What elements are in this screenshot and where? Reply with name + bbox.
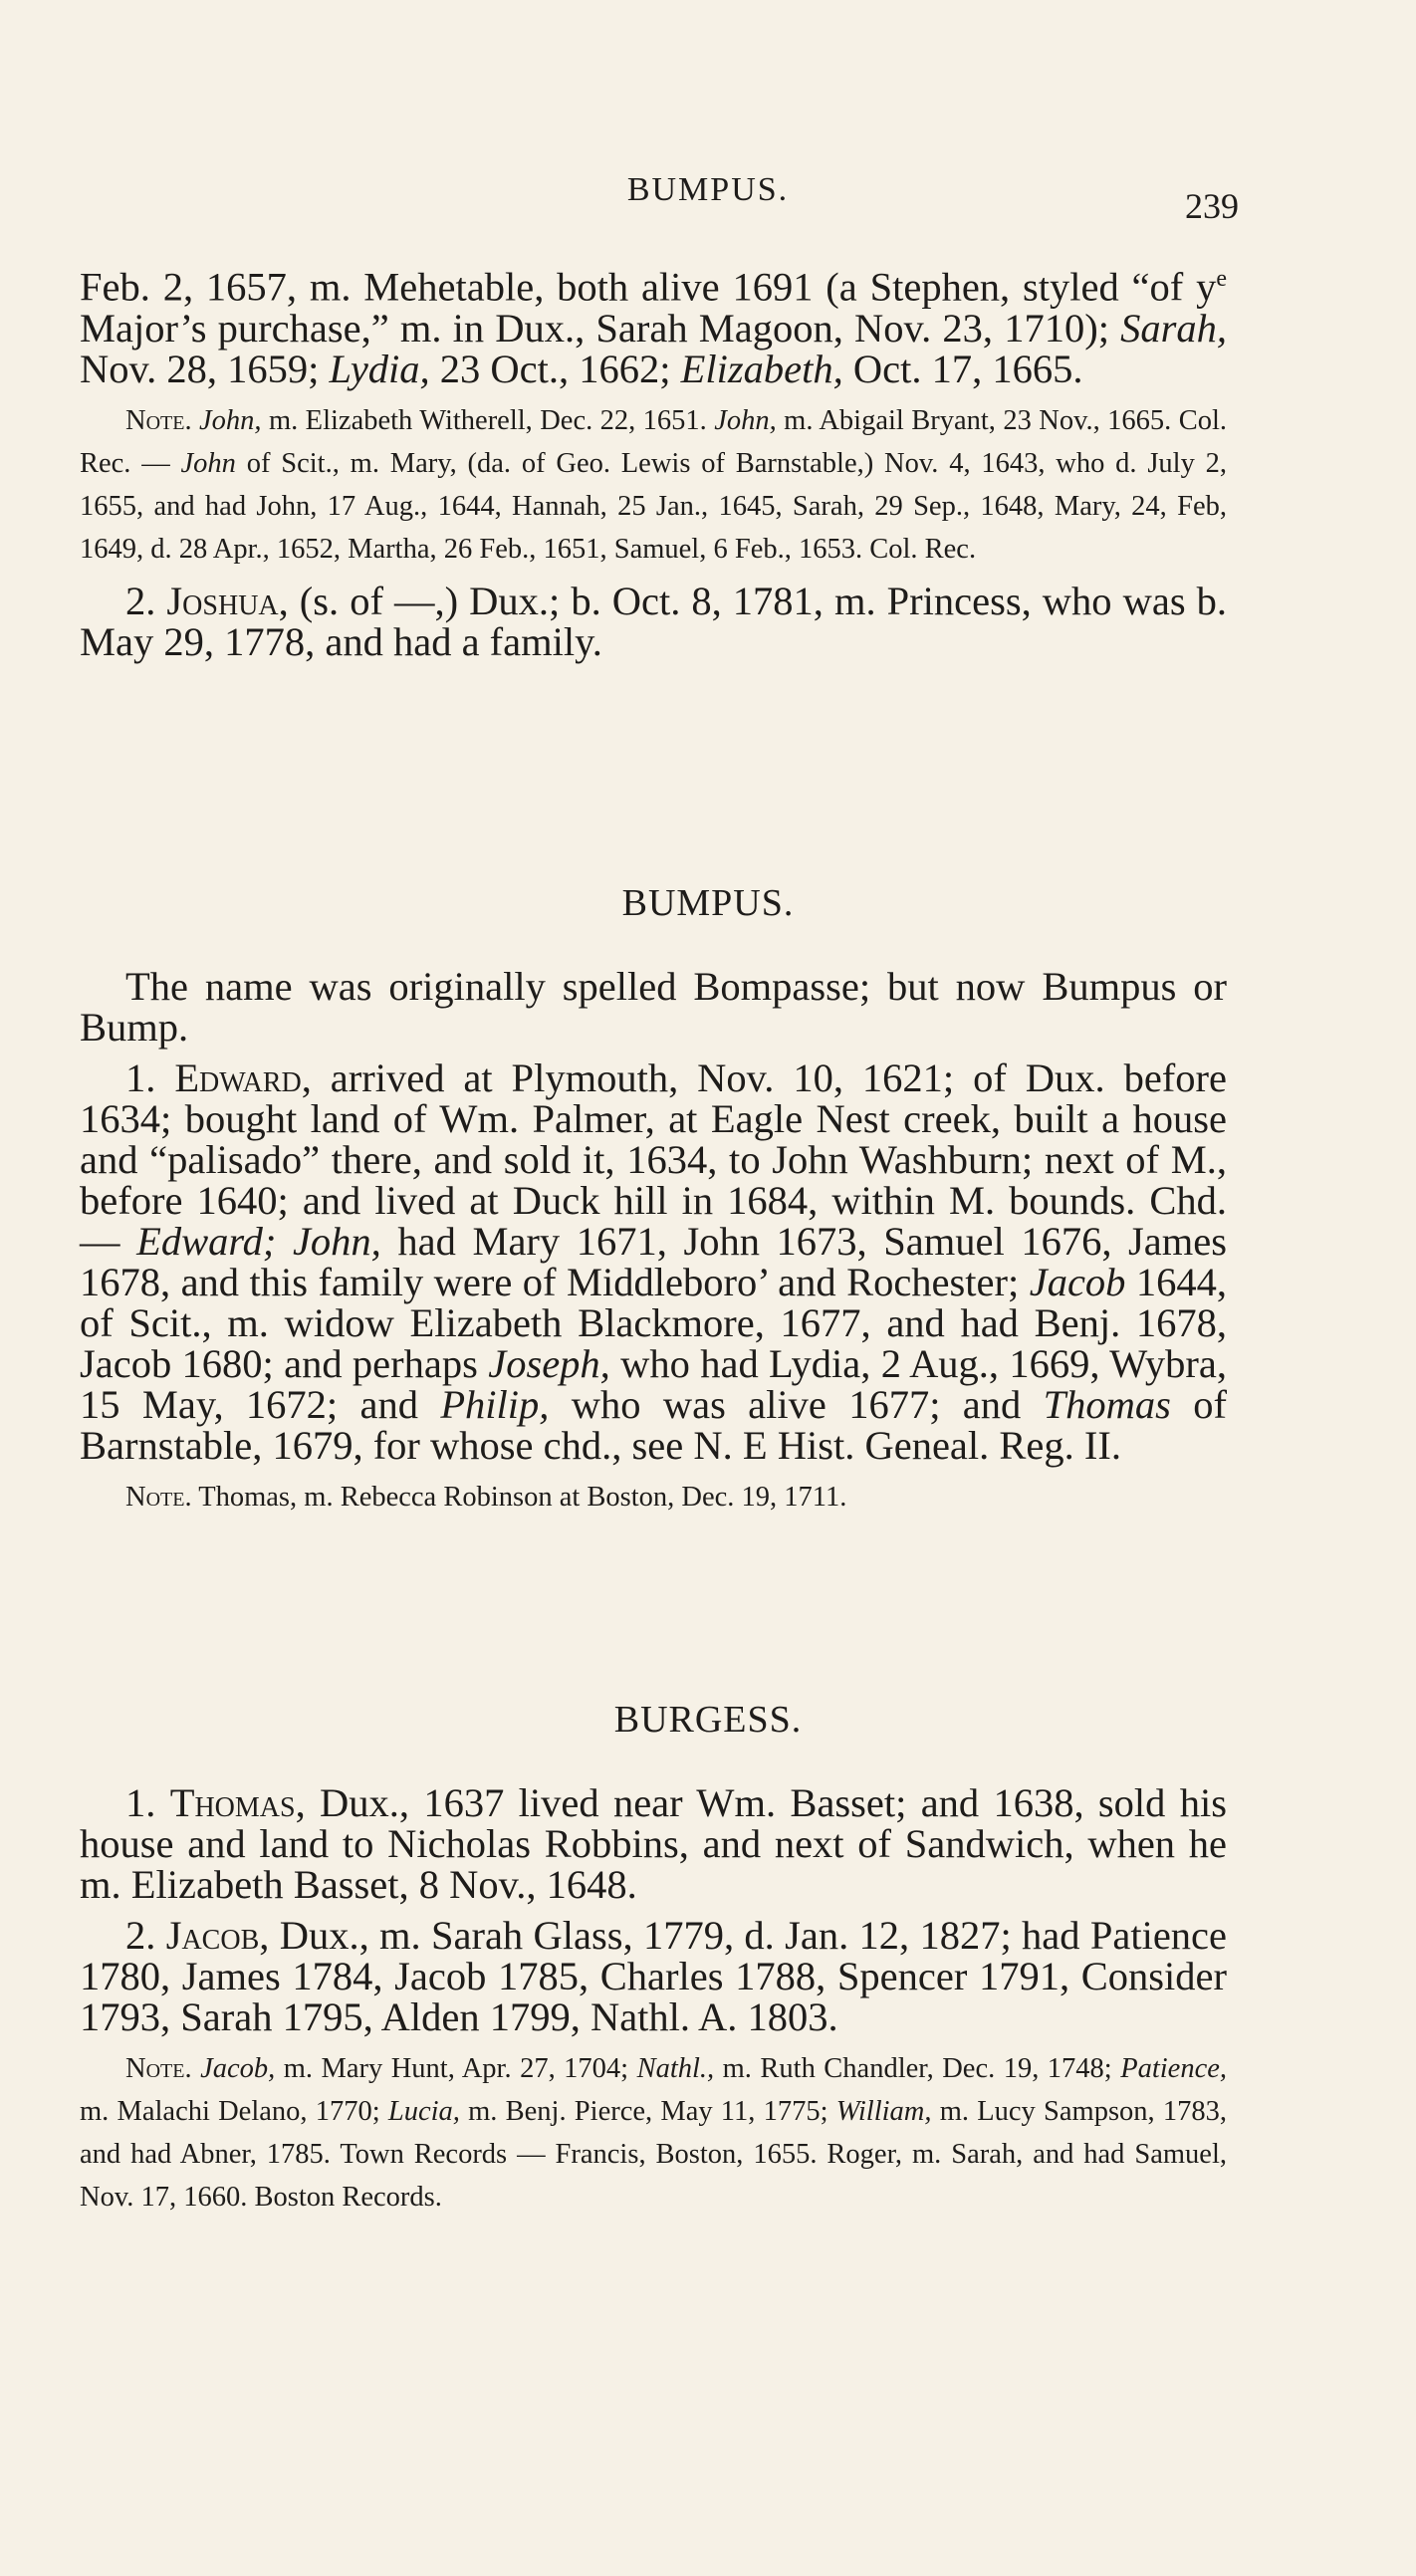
section-title-burgess: BURGESS. (613, 1699, 803, 1741)
entry-thomas: 1. Thomas, Dux., 1637 lived near Wm. Basset; and 1638, sold his house and land to Nicholas Robbins, and next of Sandwich, when he m. Elizabeth Basset, 8 Nov., 1648. (80, 1780, 1228, 1907)
note-label: Note. (125, 2053, 192, 2084)
burgess-block (80, 1782, 1227, 2219)
continuation-block (80, 259, 1227, 662)
entry-jacob: 2. Jacob, Dux., m. Sarah Glass, 1779, d. Jan. 12, 1827; had Patience 1780, James 1784, Jacob 1785, Charles 1788, Spencer 1791, Consider 1793, Sarah 1795, Alden 1799, Nathl. A. 1803. (80, 1913, 1228, 2039)
bumpus-note: Note. Thomas, m. Rebecca Robinson at Boston, Dec. 19, 1711. (125, 1482, 847, 1513)
page-number: 239 (1185, 186, 1239, 226)
entry-edward: 1. Edward, arrived at Plymouth, Nov. 10, 1621; of Dux. before 1634; bought land of Wm. Palmer, at Eagle Nest creek, built a house and “palisado” there, and sold it, 1634, to John Washburn; next of M., before 1640; and lived at Duck hill in 1684, within M. bounds. Chd. — Edward; John, had Mary 1671, John 1673, Samuel 1676, James 1678, and this family were of Middleboro’ and Rochester; Jacob 1644, of Scit., m. widow Elizabeth Blackmore, 1677, and had Benj. 1678, Jacob 1680; and perhaps Joseph, who had Lydia, 2 Aug., 1669, Wybra, 15 May, 1672; and Philip, who was alive 1677; and Thomas of Barnstable, 1679, for whose chd., see N. E Hist. Geneal. Reg. II. (80, 1055, 1228, 1468)
section-title-bumpus: BUMPUS. (621, 882, 795, 924)
continuation-note: Note. John, m. Elizabeth Witherell, Dec. 22, 1651. John, m. Abigail Bryant, 23 Nov., 1665. Col. Rec. — John of Scit., m. Mary, (da. of Geo. Lewis of Barnstable,) Nov. 4, 1643, who d. July 2, 1655, and had John, 17 Aug., 1644, Hannah, 25 Jan., 1645, Sarah, 29 Sep., 1648, Mary, 24, Feb, 1649, d. 28 Apr., 1652, Martha, 26 Feb., 1651, Samuel, 6 Feb., 1653. Col. Rec. (80, 404, 1228, 565)
note-label: Note. (125, 1482, 192, 1513)
running-head (0, 171, 1416, 226)
continuation-paragraph: Feb. 2, 1657, m. Mehetable, both alive 1691 (a Stephen, styled “of $y^e$ Major’s purchase,” m. in Dux., Sarah Magoon, Nov. 23, 1710); Sarah, Nov. 28, 1659; Lydia, 23 Oct., 1662; Elizabeth, Oct. 17, 1665. (80, 264, 1227, 391)
running-title: BUMPUS. (626, 171, 790, 208)
entry-joshua: 2. Joshua, (s. of —,) Dux.; b. Oct. 8, 1781, m. Princess, who was b. May 29, 1778, and had a family. (80, 578, 1228, 664)
note-label: Note. (125, 404, 192, 436)
burgess-note: Note. Jacob, m. Mary Hunt, Apr. 27, 1704; Nathl., m. Ruth Chandler, Dec. 19, 1748; Patience, m. Malachi Delano, 1770; Lucia, m. Benj. Pierce, May 11, 1775; William, m. Lucy Sampson, 1783, and had Abner, 1785. Town Records — Francis, Boston, 1655. Roger, m. Sarah, and had Samuel, Nov. 17, 1660. Boston Records. (80, 2053, 1228, 2213)
bumpus-intro: The name was originally spelled Bompasse; but now Bumpus or Bump. (80, 964, 1227, 1050)
bumpus-block (80, 966, 1227, 1519)
